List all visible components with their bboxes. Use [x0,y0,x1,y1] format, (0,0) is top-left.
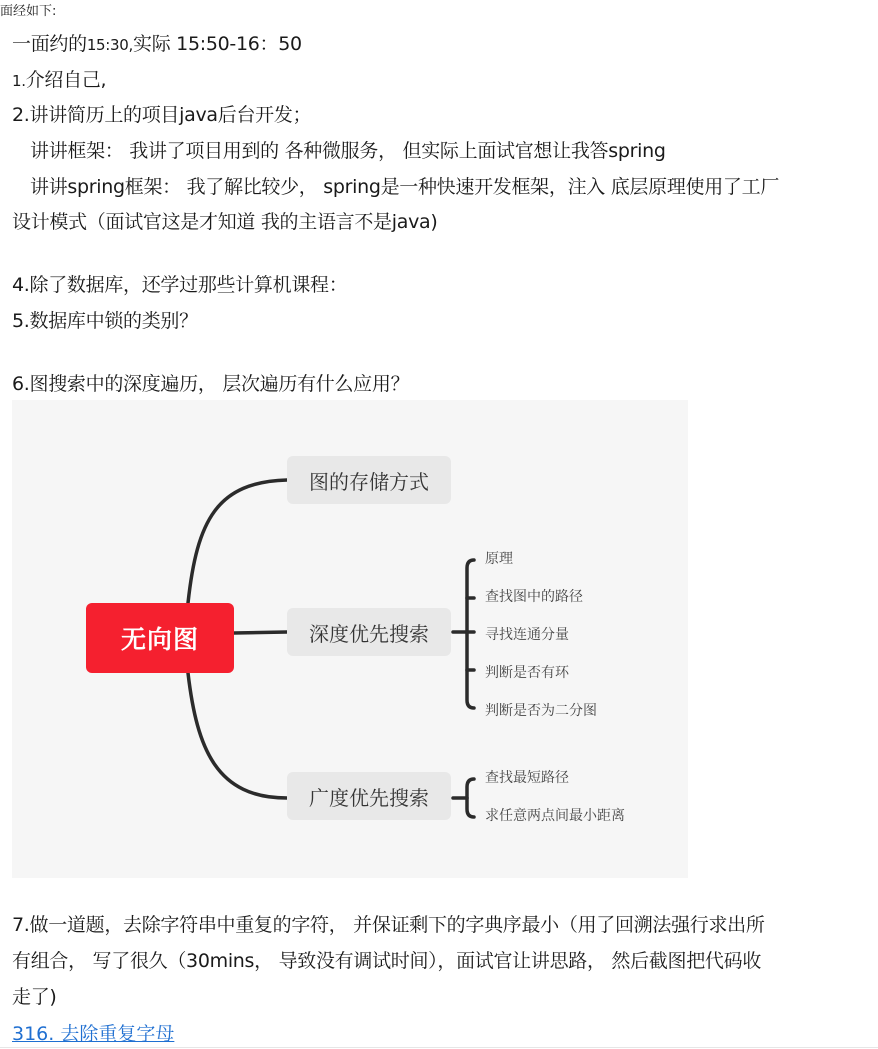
scheduled-time: 15:30, [86,36,134,54]
actual-time: 实际 15:50-16：50 [133,33,302,55]
intro-text: 面经如下: [0,4,57,19]
mindmap-node-dfs: 深度优先搜索 [287,608,451,656]
mindmap-node-storage: 图的存储方式 [287,456,451,504]
mindmap-image [12,400,688,878]
mindmap-leaf: 查找图中的路径 [485,589,583,605]
mindmap-leaf: 查找最短路径 [485,770,569,786]
question-1-text: 介绍自己, [25,69,107,91]
mindmap-node-bfs: 广度优先搜索 [287,772,451,820]
leetcode-316-link[interactable]: 316. 去除重复字母 [12,1023,175,1045]
mindmap-leaf: 判断是否为二分图 [485,703,597,719]
time-prefix: 一面约的 [12,33,87,55]
question-6: 6.图搜索中的深度遍历， 层次遍历有什么应用？ [12,373,410,395]
question-7: 7.做一道题，去除字符串中重复的字符， 并保证剩下的字典序最小（用了回溯法强行求出所 [12,914,765,936]
question-2-spring-cont: 设计模式（面试官这是才知道 我的主语言不是java) [12,211,438,233]
question-7-cont: 有组合， 写了很久（30mins， 导致没有调试时间），面试官让讲思路， 然后截图把代码收 [12,950,762,972]
mindmap-leaf: 判断是否有环 [485,665,569,681]
question-7-end: 走了) [12,986,57,1008]
paragraph-time [12,31,302,58]
mindmap-root-node: 无向图 [86,603,234,673]
mindmap-leaf: 原理 [485,551,513,567]
question-4: 4.除了数据库，还学过那些计算机课程： [12,274,348,296]
question-1-number: 1. [12,72,26,90]
question-5: 5.数据库中锁的类别？ [12,310,198,332]
question-1 [12,67,106,94]
question-2-framework: 讲讲框架： 我讲了项目用到的 各种微服务， 但实际上面试官想让我答spring [30,140,666,162]
mindmap-leaf: 寻找连通分量 [485,627,569,643]
question-2-spring: 讲讲spring框架： 我了解比较少， spring是一种快速开发框架，注入 底层原理使用了工厂 [30,176,780,198]
mindmap-leaf: 求任意两点间最小距离 [485,808,625,824]
question-2: 2.讲讲简历上的项目java后台开发； [12,104,312,126]
divider [0,1047,878,1048]
